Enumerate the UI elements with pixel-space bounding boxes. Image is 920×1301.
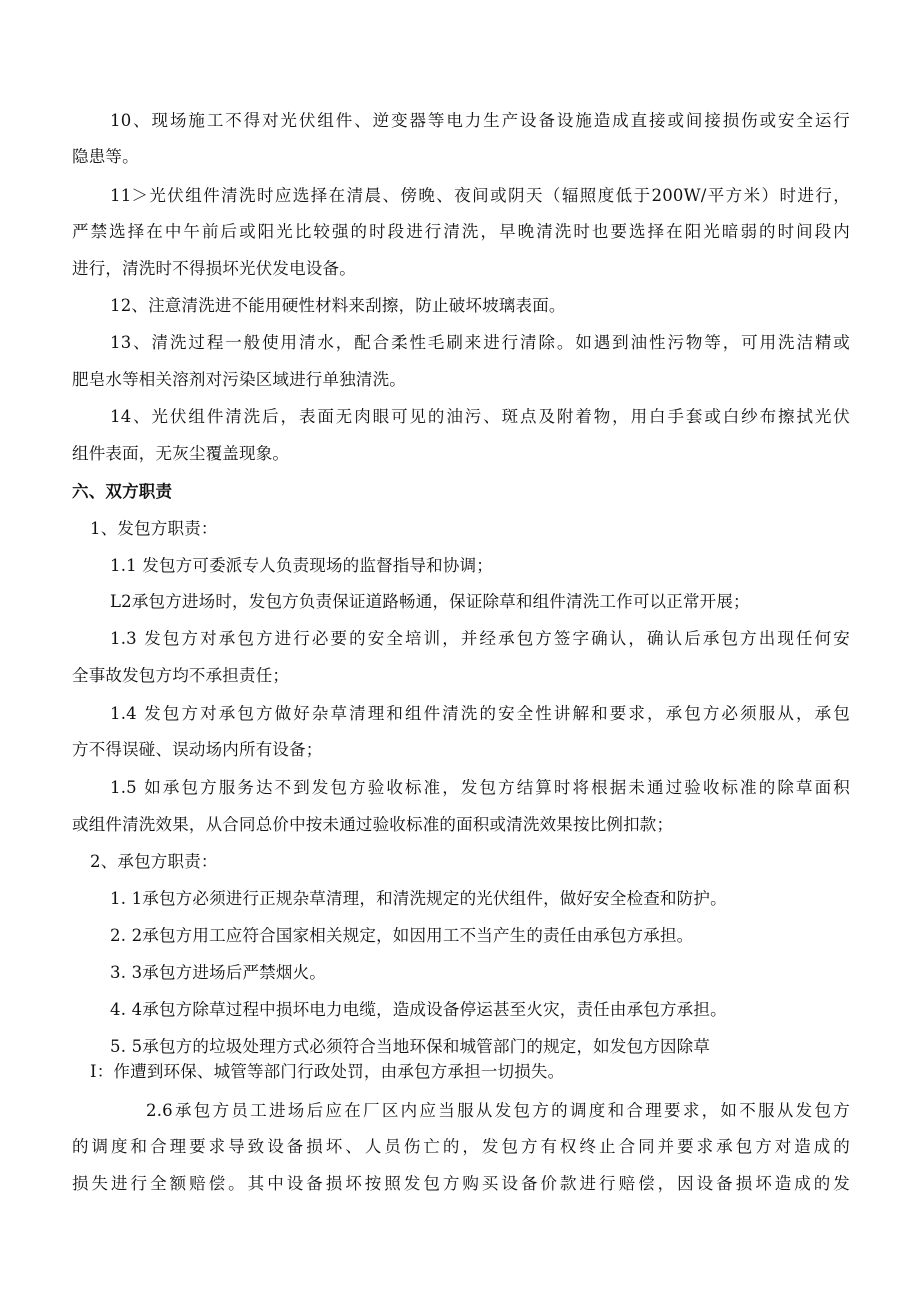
employer-duty-1-2: L2承包方进场时，发包方负责保证道路畅通，保证除草和组件清洗工作可以正常开展； bbox=[110, 592, 750, 611]
para-11-line-2: 严禁选择在中午前后或阳光比较强的时段进行清洗，早晚清洗时也要选择在阳光暗弱的时间段内 bbox=[72, 222, 850, 241]
employer-duty-1-4-line-2: 方不得误碰、误动场内所有设备； bbox=[72, 740, 323, 759]
contractor-duty-5-line-2: I：作遭到环保、城管等部门行政处罚，由承包方承担一切损失。 bbox=[90, 1062, 565, 1081]
employer-duties-heading: 1、发包方职责： bbox=[90, 519, 218, 538]
contractor-duty-4: 4. 4承包方除草过程中损坏电力电缆，造成设备停运甚至火灾，责任由承包方承担。 bbox=[110, 1000, 727, 1019]
para-11-line-3: 进行，清洗时不得损坏光伏发电设备。 bbox=[72, 259, 356, 278]
section-6-title: 六、双方职责 bbox=[72, 482, 173, 501]
employer-duty-1-3-line-1: 1.3 发包方对承包方进行必要的安全培训，并经承包方签字确认，确认后承包方出现任何安 bbox=[110, 629, 850, 648]
employer-duty-1-3-line-2: 全事故发包方均不承担责任； bbox=[72, 666, 290, 685]
contractor-duties-heading: 2、承包方职责： bbox=[90, 852, 218, 871]
employer-duty-1-1: 1.1 发包方可委派专人负责现场的监督指导和协调； bbox=[110, 556, 493, 575]
para-10-line-1: 10、现场施工不得对光伏组件、逆变器等电力生产设备设施造成直接或间接损伤或安全运行 bbox=[110, 111, 850, 130]
para-11-line-1: 11＞光伏组件清洗时应选择在清晨、傍晚、夜间或阴天（辐照度低于200W/平方米）时进行， bbox=[110, 186, 850, 205]
para-14-line-1: 14、光伏组件清洗后，表面无肉眼可见的油污、斑点及附着物，用白手套或白纱布擦拭光伏 bbox=[110, 407, 850, 426]
para-13-line-1: 13、清洗过程一般使用清水，配合柔性毛刷来进行清除。如遇到油性污物等，可用洗洁精或 bbox=[110, 333, 850, 352]
contractor-duty-2: 2. 2承包方用工应符合国家相关规定，如因用工不当产生的责任由承包方承担。 bbox=[110, 926, 694, 945]
para-13-line-2: 肥皂水等相关溶剂对污染区域进行单独清洗。 bbox=[72, 370, 406, 389]
para-12: 12、注意清洗进不能用硬性材料来刮擦，防止破坏坡璃表面。 bbox=[110, 296, 566, 315]
employer-duty-1-5-line-2: 或组件清洗效果，从合同总价中按未通过验收标准的面积或清洗效果按比例扣款； bbox=[72, 815, 674, 834]
contractor-duty-3: 3. 3承包方进场后严禁烟火。 bbox=[110, 963, 326, 982]
employer-duty-1-5-line-1: 1.5 如承包方服务达不到发包方验收标准，发包方结算时将根据未通过验收标准的除草面积 bbox=[110, 778, 850, 797]
para-14-line-2: 组件表面，无灰尘覆盖现象。 bbox=[72, 444, 290, 463]
para-10-line-2: 隐患等。 bbox=[72, 147, 139, 166]
contractor-duty-5-line-1: 5. 5承包方的垃圾处理方式必须符合当地环保和城管部门的规定，如发包方因除草 bbox=[110, 1037, 711, 1056]
contractor-duty-6-line-1: 2.6承包方员工进场后应在厂区内应当服从发包方的调度和合理要求，如不服从发包方 bbox=[146, 1101, 850, 1120]
contractor-duty-1: 1. 1承包方必须进行正规杂草清理，和清洗规定的光伏组件，做好安全检查和防护。 bbox=[110, 889, 727, 908]
contractor-duty-6-line-3: 损失进行全额赔偿。其中设备损坏按照发包方购买设备价款进行赔偿，因设备损坏造成的发 bbox=[72, 1174, 850, 1193]
employer-duty-1-4-line-1: 1.4 发包方对承包方做好杂草清理和组件清洗的安全性讲解和要求，承包方必须服从，承包 bbox=[110, 704, 850, 723]
contractor-duty-6-line-2: 的调度和合理要求导致设备损坏、人员伤亡的，发包方有权终止合同并要求承包方对造成的 bbox=[72, 1137, 850, 1156]
